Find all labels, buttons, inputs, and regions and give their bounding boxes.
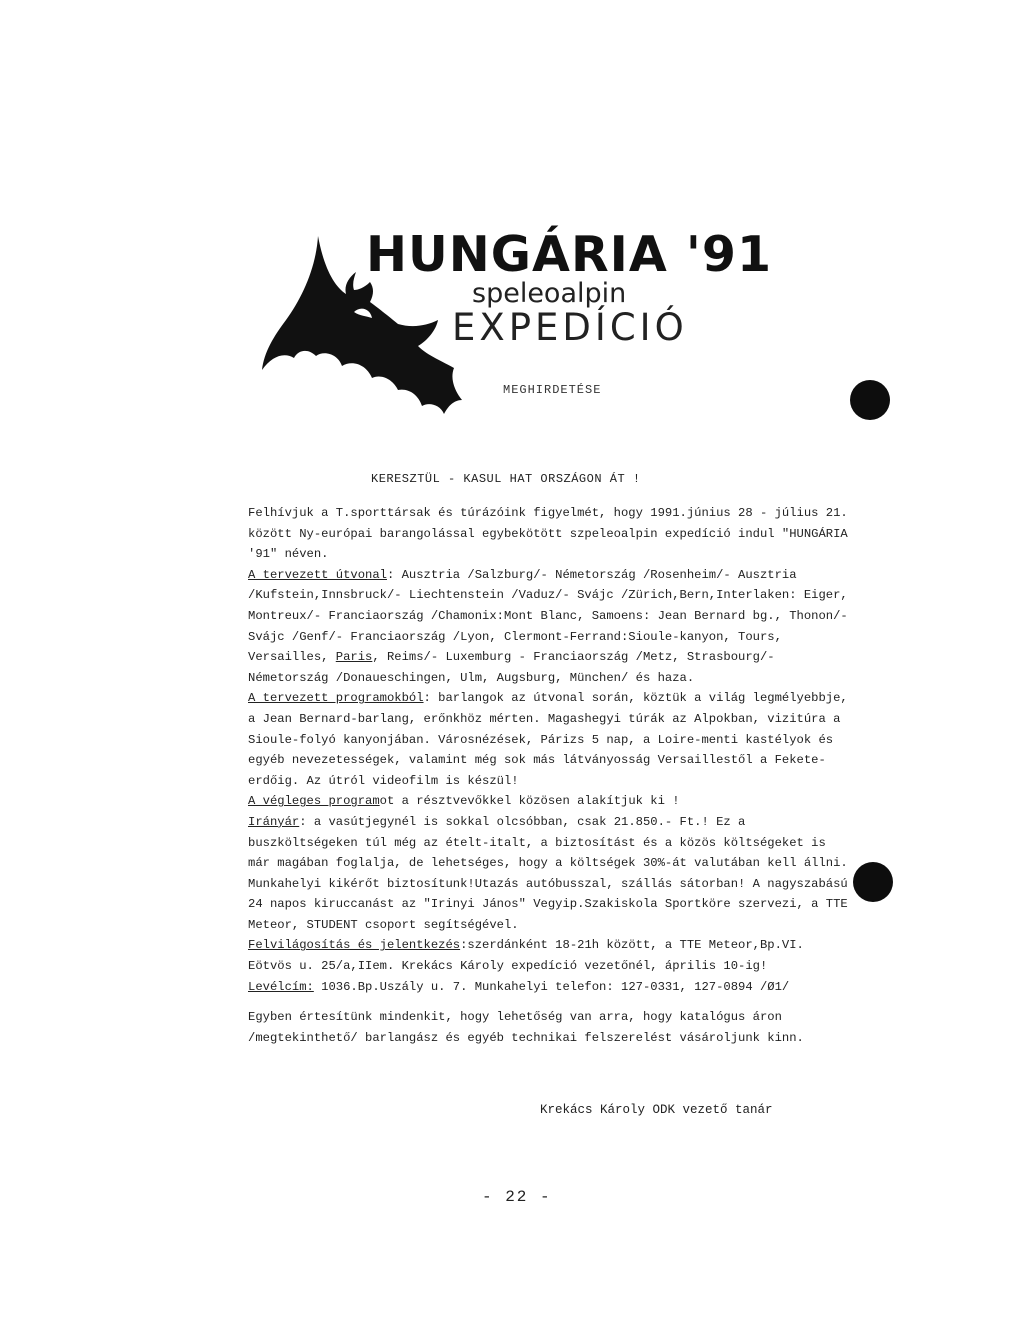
expedition-title: HUNGÁRIA '91	[366, 226, 773, 283]
punch-hole-top	[850, 380, 890, 420]
info-paragraph	[248, 935, 848, 976]
route-text: : Ausztria /Salzburg/- Németország /Rosenheim/- Ausztria /Kufstein,Innsbruck/- Liechtenstein /Vaduz/- Svájc /Zürich,Bern,Interlaken: Eiger, Montreux/- Franciaország /Chamonix:Mont Blanc, Samoens: Jean Bernard bg., Thonon/-Svájc /Genf/- Franciaország /Lyon, Clermont-Ferrand:Sioule-kanyon, Tours, Versailles,	[248, 567, 848, 665]
price-label: Irányár	[248, 814, 300, 829]
closing-paragraph: Egyben értesítünk mindenkit, hogy lehetőség van arra, hogy katalógus áron /megtekinthető/ barlangász és egyéb technikai felszerelést vásároljunk kinn.	[248, 1010, 804, 1045]
program-label: A tervezett programokból	[248, 691, 424, 706]
mail-label: Levélcím:	[248, 979, 314, 994]
route-label: A tervezett útvonal	[248, 567, 387, 582]
price-text: : a vasútjegynél is sokkal olcsóbban, csak 21.850.- Ft.! Ez a buszköltségeken túl még az ételt-italt, a biztosítást és a közös költségeket is már magában foglalja, de lehetséges, hogy a költségek 30%-át valutában kell állni. Munkahelyi kikérőt biztosítunk!Utazás autóbusszal, szállás sátorban! A nagyszabású 24 napos kiruccanást az "Irinyi János" Vegyip.Szakiskola Sportköre szervezi, a TTE Meteor, STUDENT csoport segítségével.	[248, 814, 848, 932]
expedition-subtitle: speleoalpin	[472, 278, 627, 309]
final-program-label: A végleges program	[248, 794, 380, 809]
intro-paragraph: Felhívjuk a T.sporttársak és túrázóink figyelmét, hogy 1991.június 28 - július 21. között Ny-európai barangolással egybekötött szpeleoalpin expedíció indul "HUNGÁRIA '91" néven.	[248, 506, 848, 562]
document-heading: KERESZTÜL - KASUL HAT ORSZÁGON ÁT !	[371, 472, 641, 486]
paragraph-gap	[248, 997, 848, 1007]
punch-hole-bottom	[853, 862, 893, 902]
info-text: :szerdánként 18-21h között, a TTE Meteor,Bp.VI. Eötvös u. 25/a,IIem. Krekács Károly expedíció vezetőnél, április 10-ig!	[248, 938, 804, 974]
price-paragraph	[248, 812, 848, 936]
program-paragraph	[248, 688, 848, 791]
route-paragraph	[248, 565, 848, 689]
expedition-label: EXPEDÍCIÓ	[452, 306, 688, 349]
final-program-text: ot a résztvevőkkel közösen alakítjuk ki !	[379, 794, 680, 809]
mail-paragraph	[248, 977, 848, 998]
program-text: : barlangok az útvonal során, köztük a világ legmélyebbje, a Jean Bernard-barlang, erőnkhöz mérten. Magashegyi túrák az Alpokban, vizitúra a Sioule-folyó kanyonjában. Városnézések, Párizs 5 nap, a Loire-menti kastélyok és egyéb nevezetességek, valamint még sok más látványosság Versaillestől a Fekete-erdőig. Az útról videofilm is készül!	[248, 691, 848, 788]
info-label: Felvilágosítás és jelentkezés	[248, 938, 461, 953]
document-body	[248, 503, 848, 1048]
signature: Krekács Károly ODK vezető tanár	[540, 1103, 773, 1117]
page-number: - 22 -	[482, 1188, 552, 1206]
announcement-label: MEGHIRDETÉSE	[503, 383, 602, 397]
final-program-paragraph	[248, 791, 848, 812]
route-paris: Paris	[335, 650, 373, 665]
mail-text: 1036.Bp.Uszály u. 7. Munkahelyi telefon: 127-0331, 127-0894 /Ø1/	[313, 979, 790, 994]
route-text-end: , Reims/- Luxemburg - Franciaország /Metz, Strasbourg/- Németország /Donaueschingen, Ulm, Augsburg, München/ és haza.	[248, 650, 775, 685]
